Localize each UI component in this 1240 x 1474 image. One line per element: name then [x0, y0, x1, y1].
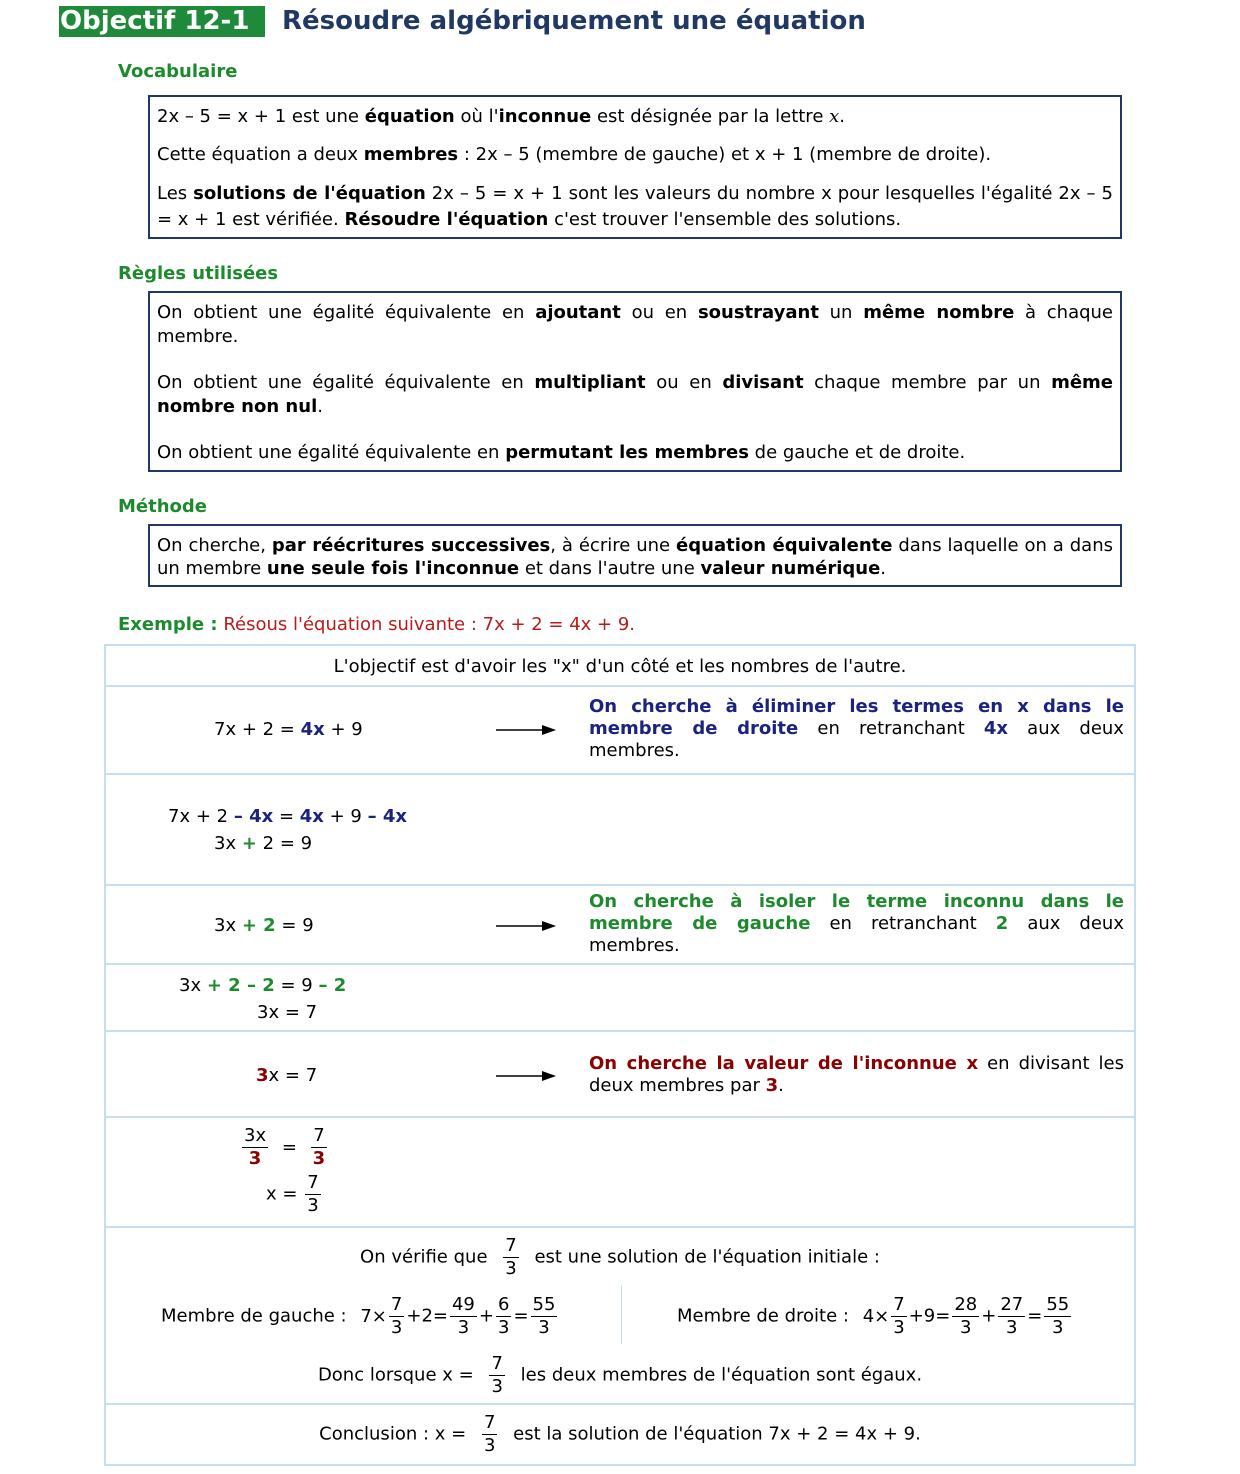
final-conclusion: Conclusion : x = $\frac{7}{3}$ est la solution de l'équation 7x + 2 = 4x + 9.: [319, 1412, 921, 1456]
rule-3: On obtient une égalité équivalente en permutant les membres de gauche et de droite.: [157, 442, 966, 463]
arrow-icon: [496, 724, 556, 736]
step1b-line2: 3x + 2 = 9: [214, 833, 313, 854]
step3b-result: x = $\frac{7}{3}$: [266, 1172, 319, 1216]
step2-equation: 3x + 2 = 9: [214, 915, 314, 936]
rule-2: On obtient une égalité équivalente en multipliant ou en divisant chaque membre par un même nombre non nul.: [157, 372, 1113, 417]
rule-1: On obtient une égalité équivalente en ajoutant ou en soustrayant un même nombre à chaque membre.: [157, 302, 1114, 347]
step3-equation: 3x = 7: [256, 1065, 318, 1086]
verification-intro: On vérifie que $\frac{7}{3}$ est une solution de l'équation initiale :: [360, 1235, 880, 1279]
section-title-methode: Méthode: [118, 496, 207, 517]
verification-divider: [621, 1286, 622, 1344]
method-box: [148, 524, 1122, 587]
step3-note: On cherche la valeur de l'inconnue x en divisant les deux membres par 3.: [589, 1053, 1124, 1096]
step2-note: On cherche à isoler le terme inconnu dans le membre de gauche en retranchant 2 aux deux membres.: [589, 891, 1124, 956]
vocab-line-1: 2x – 5 = x + 1 est une équation où l'inconnue est désignée par la lettre x.: [157, 106, 845, 127]
example-table: [104, 644, 1136, 1466]
section-title-regles: Règles utilisées: [118, 263, 279, 284]
step1-note: On cherche à éliminer les termes en x dans le membre de droite en retranchant 4x aux deux membres.: [589, 696, 1124, 761]
page-title: Résoudre algébriquement une équation: [282, 6, 866, 36]
step1-equation: 7x + 2 = 4x + 9: [214, 719, 363, 740]
step2b-line2: 3x = 7: [257, 1002, 318, 1023]
rules-box: [148, 291, 1122, 472]
verification-conclusion: Donc lorsque x = $\frac{7}{3}$ les deux membres de l'équation sont égaux.: [317, 1353, 923, 1397]
objective-badge: Objectif 12-1: [59, 6, 265, 37]
arrow-icon: [496, 920, 556, 932]
step3b-division: $\frac{3x}{3}$ = $\frac{7}{3}$: [244, 1125, 326, 1169]
method-text: On cherche, par réécritures successives, à écrire une équation équivalente dans laquelle on a dans un membre une seule fois l'inconnue et dans l'autre une valeur numérique.: [157, 535, 1113, 579]
example-header: Exemple : Résous l'équation suivante : 7x + 2 = 4x + 9.: [118, 614, 636, 635]
vocab-line-3: Les solutions de l'équation 2x – 5 = x + 1 sont les valeurs du nombre x pour lesquelles l'égalité 2x – 5 = x + 1 est vérifiée. Résoudre l'équation c'est trouver l'ensemble des solutions.: [157, 183, 1113, 230]
vocab-line-2: Cette équation a deux membres : 2x – 5 (membre de gauche) et x + 1 (membre de droite).: [157, 144, 992, 165]
example-intro: L'objectif est d'avoir les "x" d'un côté et les nombres de l'autre.: [333, 656, 907, 677]
section-title-vocabulaire: Vocabulaire: [118, 61, 238, 82]
left-member-check: Membre de gauche : 7× $\frac{7}{3}$ +2= $\frac{49}{3}$ + $\frac{6}{3}$ = $\frac{55}{3}$: [161, 1294, 556, 1338]
right-member-check: Membre de droite : 4× $\frac{7}{3}$ +9= $\frac{28}{3}$ + $\frac{27}{3}$ = $\frac{55}{3}$: [677, 1294, 1070, 1338]
vocabulary-box: [148, 95, 1122, 239]
step2b-line1: 3x + 2 – 2 = 9 – 2: [179, 975, 347, 996]
step1b-line1: 7x + 2 – 4x = 4x + 9 – 4x: [168, 806, 407, 827]
arrow-icon: [496, 1070, 556, 1082]
